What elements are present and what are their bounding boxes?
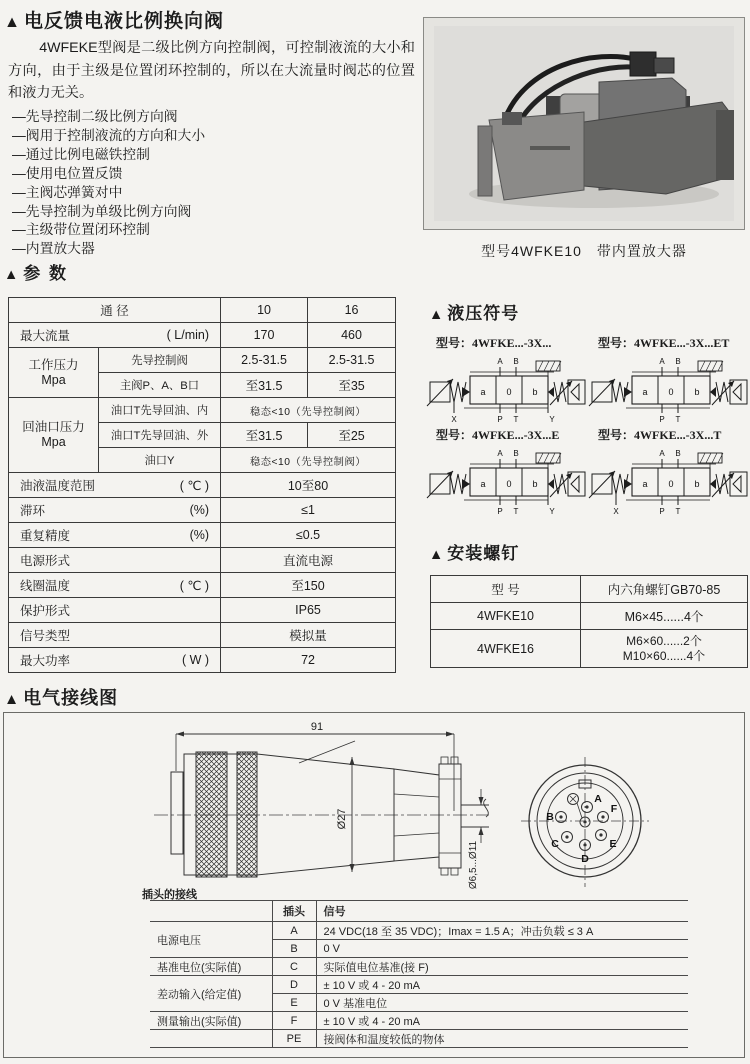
valve-symbol-drawing — [586, 446, 748, 518]
param-sublabel: 油口Y — [99, 448, 221, 473]
section-heading-text: 安装螺钉 — [447, 544, 520, 563]
param-sublabel: 油口T先导回油、外 — [99, 423, 221, 448]
list-item: —阀用于控制液流的方向和大小 — [12, 127, 206, 143]
table-row — [431, 603, 748, 630]
pin-cell: B — [272, 940, 316, 958]
svg-text:B: B — [513, 449, 519, 458]
signal-cell: 0 V 基准电位 — [316, 994, 688, 1012]
svg-text:P: P — [659, 415, 665, 424]
pin-cell: C — [272, 958, 316, 976]
triangle-marker-icon: ▲ — [429, 547, 445, 563]
svg-text:0: 0 — [506, 479, 512, 489]
valve-photo-illustration — [434, 26, 734, 221]
param-value: 至31.5 — [221, 373, 308, 398]
triangle-marker-icon: ▲ — [4, 267, 21, 283]
param-value: 72 — [221, 648, 396, 673]
svg-text:T: T — [675, 415, 681, 424]
svg-text:0: 0 — [506, 387, 512, 397]
list-item: —内置放大器 — [12, 241, 95, 257]
param-value: 稳态<10（先导控制阀） — [221, 448, 396, 473]
photo-caption: 型号4WFKE10 带内置放大器 — [481, 243, 687, 259]
svg-text:Y: Y — [549, 415, 555, 424]
symbol-model-label: 型号：4WFKE...-3X...T — [598, 428, 722, 442]
dimension-body-diameter-label: Ø27 — [336, 808, 348, 830]
section-heading-text: 参 数 — [23, 264, 69, 283]
pin-cell: D — [272, 976, 316, 994]
signal-cell: 0 V — [316, 940, 688, 958]
parameters-table — [8, 297, 396, 673]
table-row — [9, 598, 396, 623]
model-cell: 4WFKE10 — [431, 603, 581, 630]
svg-text:b: b — [694, 387, 700, 397]
param-label: 保护形式 — [9, 598, 221, 623]
svg-text:T: T — [675, 507, 681, 516]
svg-text:B: B — [675, 357, 681, 366]
param-value: 170 — [221, 323, 308, 348]
svg-text:P: P — [497, 507, 503, 516]
valve-symbol-drawing — [424, 446, 586, 518]
dimension-cable-diameter-label: Ø6,5...Ø11 — [468, 840, 479, 890]
param-label: 通 径 — [9, 298, 221, 323]
svg-text:b: b — [694, 479, 700, 489]
param-group-label: 工作压力 Mpa — [9, 348, 99, 398]
table-row — [9, 398, 396, 423]
table-row — [150, 976, 688, 994]
list-item: —通过比例电磁铁控制 — [12, 146, 150, 162]
param-label: 最大功率 ( W ) — [9, 648, 221, 673]
column-header-pin: 插头 — [272, 901, 316, 922]
mounting-screws-table — [430, 575, 748, 668]
svg-text:B: B — [513, 357, 519, 366]
section-heading-text: 液压符号 — [447, 304, 520, 323]
param-unit: ( L/min) — [166, 328, 210, 342]
table-header-row — [150, 901, 688, 922]
pin-cell: F — [272, 1012, 316, 1030]
connector-pinout-drawing — [515, 749, 655, 893]
signal-cell: ± 10 V 或 4 - 20 mA — [316, 1012, 688, 1030]
group-label: 测量输出(实际值) — [150, 1012, 272, 1030]
param-value: 稳态<10（先导控制阀） — [221, 398, 396, 423]
valve-symbol — [424, 354, 587, 426]
list-item: —主级带位置闭环控制 — [12, 222, 150, 238]
hydraulic-symbol — [586, 334, 749, 426]
svg-text:P: P — [497, 415, 503, 424]
svg-text:X: X — [451, 415, 457, 424]
signal-cell: 接阀体和温度较低的物体 — [316, 1030, 688, 1048]
svg-text:A: A — [497, 449, 503, 458]
param-value: 至25 — [308, 423, 396, 448]
plug-wiring-table — [150, 900, 688, 1048]
empty-header-cell — [150, 901, 272, 922]
page-title-text: 电反馈电液比例换向阀 — [23, 11, 224, 32]
intro-paragraph: 4WFEKE型阀是二级比例方向控制阀，可控制液流的大小和方向，由于主级是位置闭环控制的，所以在大流量时阀芯的位置和液力无关。 — [8, 40, 415, 102]
param-value: 模拟量 — [221, 623, 396, 648]
column-header: 型 号 — [431, 576, 581, 603]
table-row — [9, 623, 396, 648]
group-label: 电源电压 — [150, 922, 272, 958]
pin-label: E — [609, 838, 617, 850]
column-header-signal: 信号 — [316, 901, 688, 922]
pin-label: C — [551, 838, 559, 850]
param-value: 至31.5 — [221, 423, 308, 448]
param-value: 至150 — [221, 573, 396, 598]
list-item: —先导控制为单级比例方向阀 — [12, 203, 192, 219]
param-label: 电源形式 — [9, 548, 221, 573]
symbol-model-label: 型号：4WFKE...-3X...ET — [598, 336, 730, 350]
hydraulic-symbol — [424, 426, 587, 518]
param-sublabel: 主阀P、A、B口 — [99, 373, 221, 398]
signal-cell: ± 10 V 或 4 - 20 mA — [316, 976, 688, 994]
param-value: 2.5-31.5 — [221, 348, 308, 373]
product-photo — [423, 17, 745, 230]
table-row — [150, 958, 688, 976]
svg-text:0: 0 — [668, 387, 674, 397]
svg-text:P: P — [659, 507, 665, 516]
param-value: 2.5-31.5 — [308, 348, 396, 373]
spec-cell: M6×60......2个 M10×60......4个 — [581, 630, 748, 668]
signal-cell: 实际值电位基准(接 F) — [316, 958, 688, 976]
section-heading-mounting-screws — [429, 539, 519, 564]
group-label: 差动输入(给定值) — [150, 976, 272, 1012]
hydraulic-symbol — [586, 426, 749, 518]
table-row — [150, 922, 688, 940]
svg-text:T: T — [513, 415, 519, 424]
svg-text:T: T — [513, 507, 519, 516]
symbol-model-label: 型号：4WFKE...-3X... — [436, 336, 552, 350]
table-row — [9, 648, 396, 673]
param-value: 460 — [308, 323, 396, 348]
pin-label: D — [581, 853, 589, 865]
param-value: 直流电源 — [221, 548, 396, 573]
signal-cell: 24 VDC(18 至 35 VDC)；Imax = 1.5 A；冲击负载 ≤ 3 A — [316, 922, 688, 940]
valve-symbol-drawing — [424, 354, 586, 426]
group-label: 基准电位(实际值) — [150, 958, 272, 976]
table-row — [150, 1030, 688, 1048]
svg-text:a: a — [480, 479, 486, 489]
triangle-marker-icon: ▲ — [429, 307, 445, 323]
table-row — [9, 548, 396, 573]
param-label: 信号类型 — [9, 623, 221, 648]
param-value: 10 — [221, 298, 308, 323]
param-label: 重复精度 (%) — [9, 523, 221, 548]
svg-text:A: A — [659, 357, 665, 366]
section-heading-hydraulic-symbols — [429, 299, 519, 324]
connector-side-view-drawing — [149, 719, 494, 891]
valve-symbol — [424, 446, 587, 518]
section-heading-electrical-wiring — [4, 684, 118, 710]
table-row — [9, 573, 396, 598]
triangle-marker-icon: ▲ — [4, 691, 21, 708]
section-heading-parameters — [4, 259, 68, 284]
table-row — [9, 298, 396, 323]
list-item: —使用电位置反馈 — [12, 165, 123, 181]
dimension-length-label: 91 — [310, 721, 324, 733]
param-label: 滞环 (%) — [9, 498, 221, 523]
param-label: 油液温度范围 ( ℃ ) — [9, 473, 221, 498]
param-label — [9, 323, 221, 348]
svg-text:X: X — [613, 507, 619, 516]
pin-label: B — [546, 811, 554, 823]
table-row — [150, 1012, 688, 1030]
pin-cell: PE — [272, 1030, 316, 1048]
pin-cell: A — [272, 922, 316, 940]
symbol-model-label: 型号：4WFKE...-3X...E — [436, 428, 560, 442]
page-title — [4, 6, 224, 33]
svg-text:a: a — [642, 387, 648, 397]
svg-text:a: a — [642, 479, 648, 489]
valve-symbol — [586, 354, 749, 426]
feature-list — [12, 108, 205, 259]
svg-text:a: a — [480, 387, 486, 397]
svg-text:Y: Y — [549, 507, 555, 516]
param-group-label: 回油口压力 Mpa — [9, 398, 99, 473]
pin-label: F — [610, 803, 618, 815]
table-row — [9, 348, 396, 373]
param-value: ≤0.5 — [221, 523, 396, 548]
svg-text:b: b — [532, 479, 538, 489]
param-label: 线圈温度 ( ℃ ) — [9, 573, 221, 598]
param-sublabel: 油口T先导回油、内 — [99, 398, 221, 423]
param-value: 10至80 — [221, 473, 396, 498]
column-header: 内六角螺钉GB70-85 — [581, 576, 748, 603]
triangle-marker-icon: ▲ — [4, 13, 21, 31]
hydraulic-symbol — [424, 334, 587, 426]
param-value: 16 — [308, 298, 396, 323]
svg-text:A: A — [497, 357, 503, 366]
valve-symbol — [586, 446, 749, 518]
table-row — [9, 498, 396, 523]
svg-text:b: b — [532, 387, 538, 397]
table-row — [9, 323, 396, 348]
param-value: IP65 — [221, 598, 396, 623]
param-value: ≤1 — [221, 498, 396, 523]
spec-cell: M6×45......4个 — [581, 603, 748, 630]
pin-label: A — [594, 793, 602, 805]
model-cell: 4WFKE16 — [431, 630, 581, 668]
table-row — [431, 576, 748, 603]
table-row — [9, 523, 396, 548]
section-heading-text: 电气接线图 — [23, 688, 119, 708]
pin-cell: E — [272, 994, 316, 1012]
param-sublabel: 先导控制阀 — [99, 348, 221, 373]
plug-wiring-table-title: 插头的接线 — [142, 889, 197, 901]
group-label — [150, 1030, 272, 1048]
table-row — [9, 473, 396, 498]
svg-text:B: B — [675, 449, 681, 458]
svg-text:A: A — [659, 449, 665, 458]
table-row — [431, 630, 748, 668]
svg-text:0: 0 — [668, 479, 674, 489]
list-item: —主阀芯弹簧对中 — [12, 184, 123, 200]
param-value: 至35 — [308, 373, 396, 398]
param-name: 最大流量 — [20, 329, 71, 343]
valve-symbol-drawing — [586, 354, 748, 426]
list-item: —先导控制二级比例方向阀 — [12, 109, 178, 124]
